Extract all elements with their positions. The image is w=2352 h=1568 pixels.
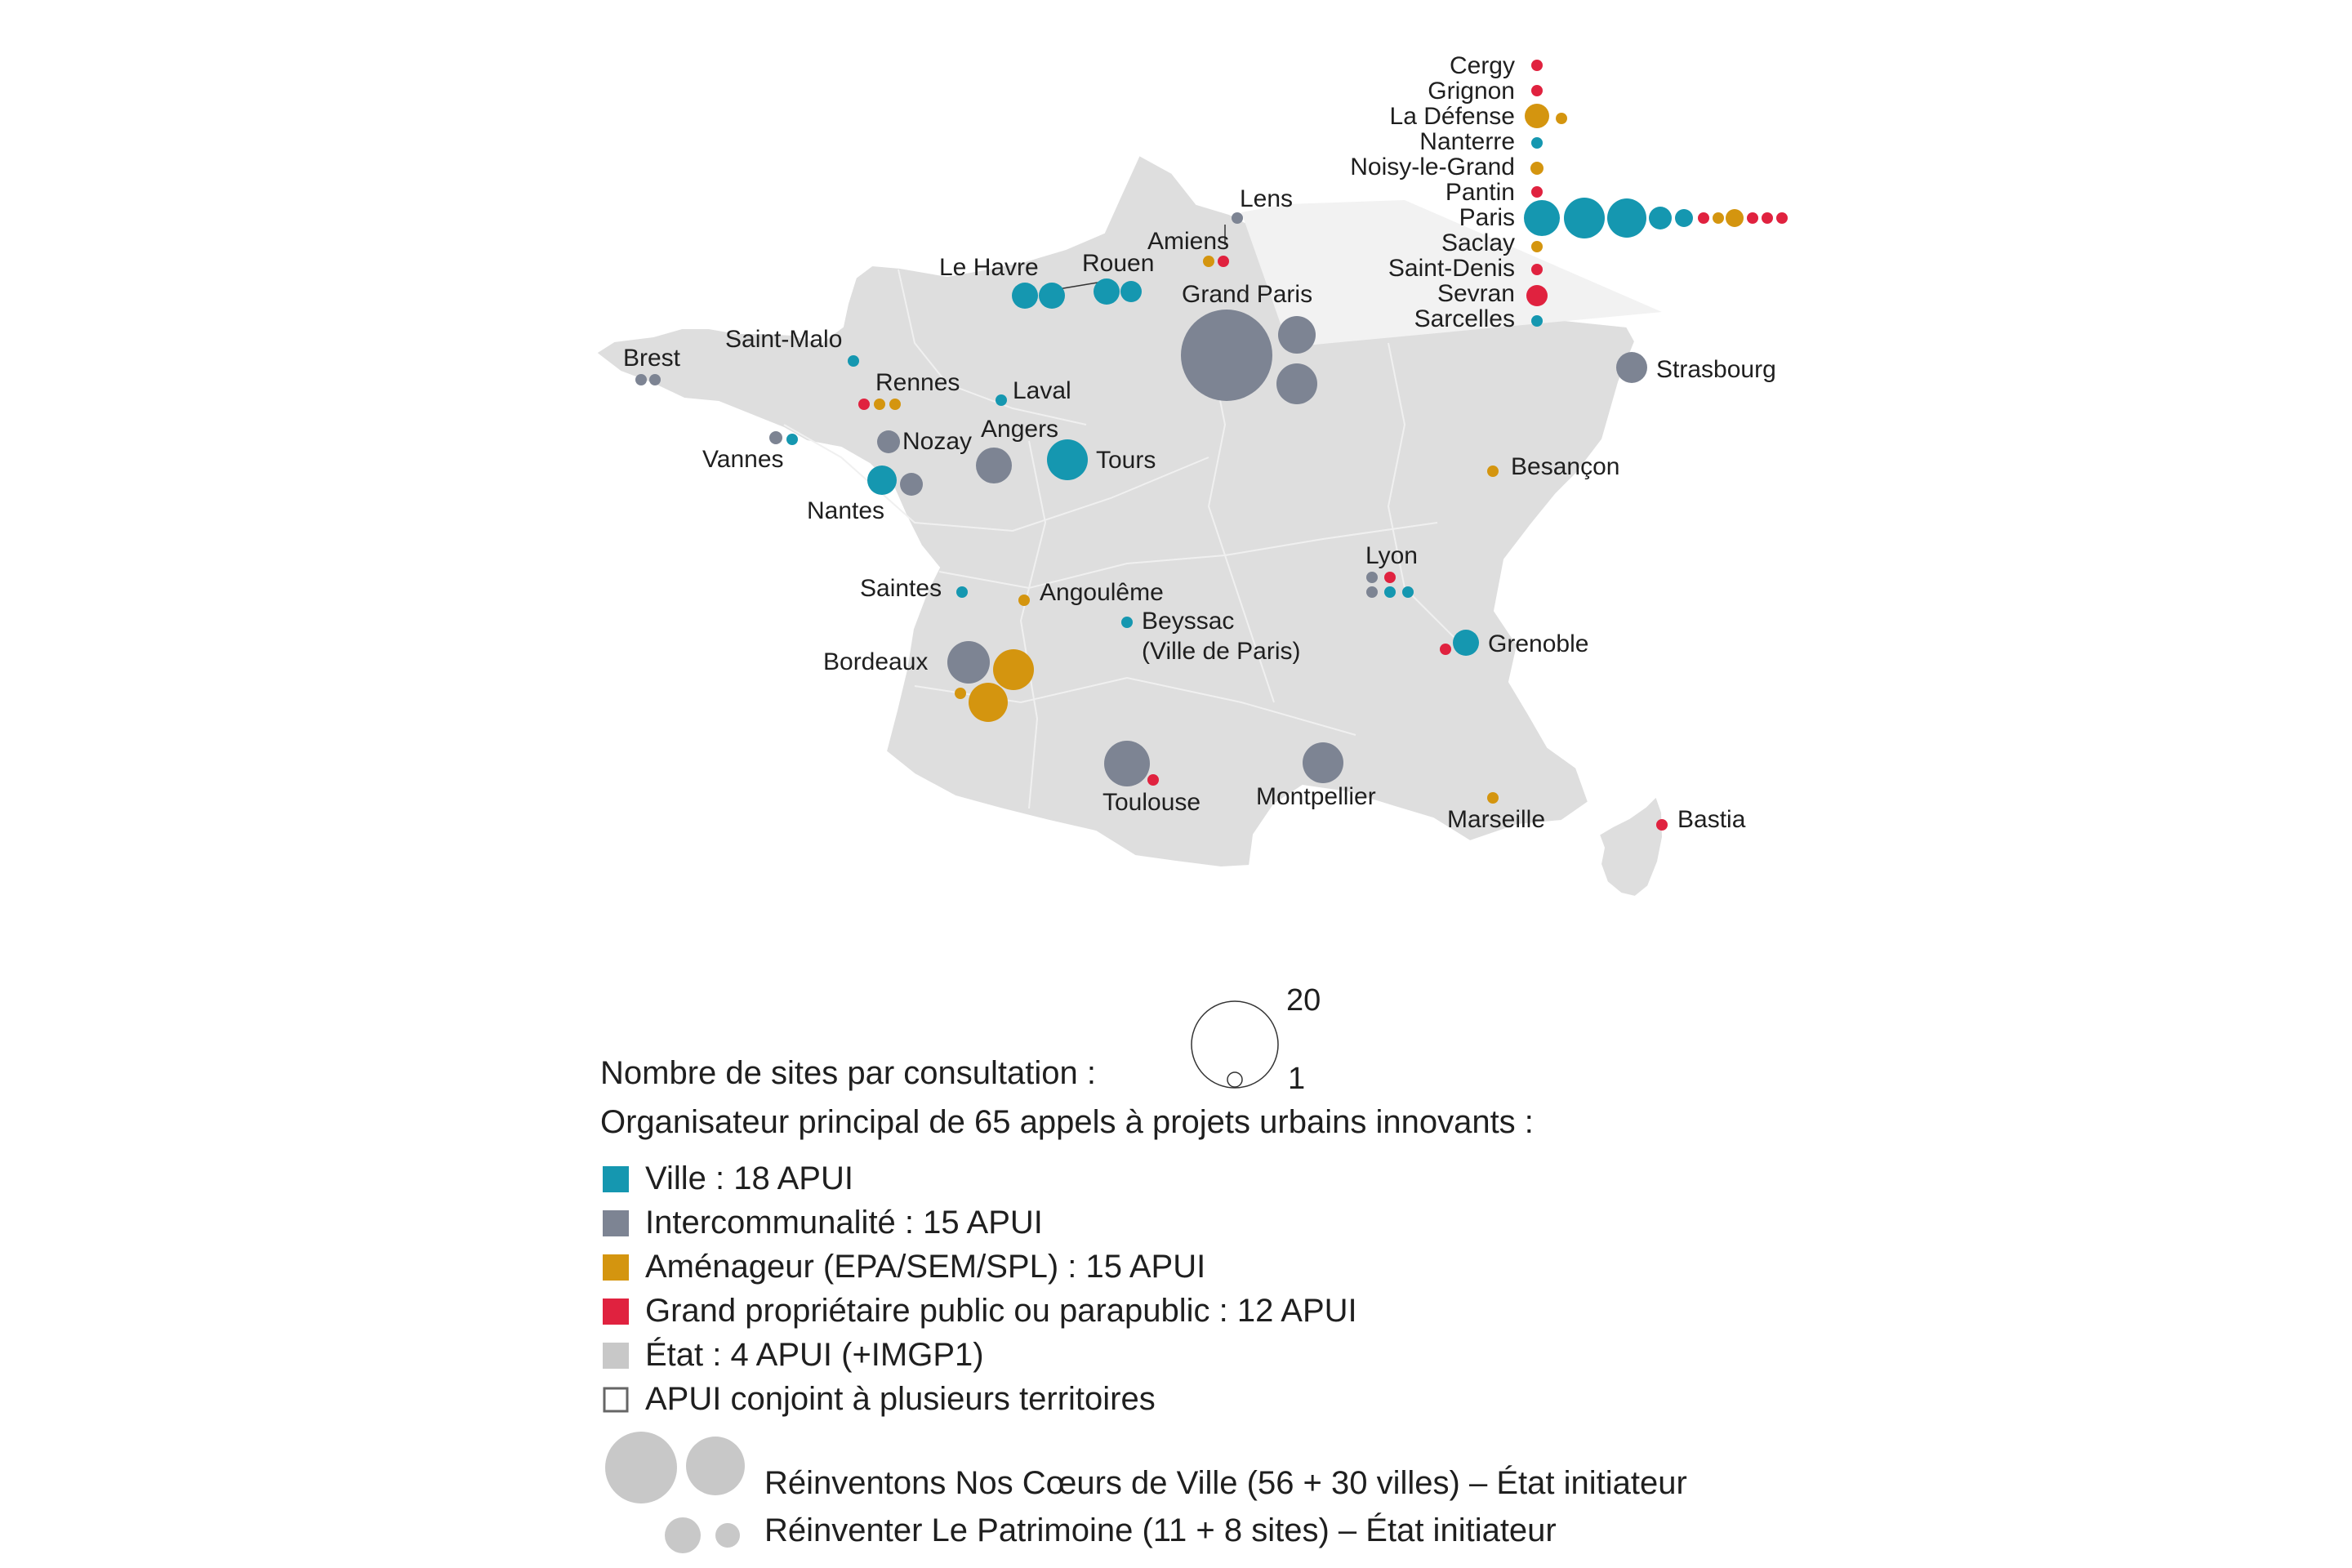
scale-label-min: 1 [1288,1062,1306,1096]
legend-program-coeurs-de-ville: Réinventons Nos Cœurs de Ville (56 + 30 villes) – État initiateur [764,1465,1687,1501]
grand-paris-marker-3[interactable] [1276,363,1317,404]
paris-marker-8[interactable] [1726,209,1744,227]
grenoble-marker-2[interactable] [1453,630,1479,656]
toulouse-marker-1[interactable] [1104,741,1150,786]
city-label-rennes: Rennes [875,369,960,396]
paris-label-saint-denis: Saint-Denis [1388,255,1515,282]
city-label-saintes: Saintes [860,575,942,602]
grenoble-marker-1[interactable] [1440,644,1451,655]
city-label-toulouse: Toulouse [1102,789,1201,816]
paris-marker-7[interactable] [1713,212,1724,224]
scale-circle-max [1192,1001,1278,1088]
legend-swatch-ville [603,1166,629,1192]
toulouse-marker-2[interactable] [1147,774,1159,786]
paris-label-sarcelles: Sarcelles [1414,305,1515,332]
legend-item-grand-proprietaire: Grand propriétaire public ou parapublic : 12 APUI [645,1293,1357,1329]
legend-swatch-amenageur [603,1254,629,1281]
city-label-nantes: Nantes [807,497,885,524]
city-label-besancon: Besançon [1511,453,1620,480]
paris-label-grignon: Grignon [1428,78,1515,105]
nanterre-marker[interactable] [1531,137,1543,149]
city-label-bastia: Bastia [1677,806,1746,833]
legend-program-circle-4 [715,1523,740,1548]
angers-marker[interactable] [976,448,1012,483]
saint-malo-marker[interactable] [848,355,859,367]
paris-label-nanterre: Nanterre [1419,128,1515,155]
angouleme-marker[interactable] [1018,595,1030,606]
legend-swatch-etat [603,1343,629,1369]
brest-marker-2[interactable] [649,374,661,385]
la-defense-marker-2[interactable] [1556,113,1567,124]
city-label-marseille: Marseille [1447,806,1546,833]
city-label-tours: Tours [1096,447,1156,474]
paris-marker-4[interactable] [1649,207,1672,229]
bordeaux-marker-3[interactable] [955,688,966,699]
legend-program-circle-2 [686,1437,745,1495]
paris-marker-2[interactable] [1564,198,1605,238]
city-label-grenoble: Grenoble [1488,630,1589,657]
saclay-marker[interactable] [1531,241,1543,252]
legend-program-circle-1 [605,1432,677,1503]
vannes-marker-1[interactable] [769,431,782,444]
rouen-marker-2[interactable] [1120,281,1142,302]
lyon-marker-2[interactable] [1384,572,1396,583]
lyon-marker-3[interactable] [1366,586,1378,598]
legend-item-intercommunalite: Intercommunalité : 15 APUI [645,1205,1043,1241]
le-havre-marker-1[interactable] [1012,283,1038,309]
lyon-marker-1[interactable] [1366,572,1378,583]
paris-label-sevran: Sevran [1437,280,1515,307]
paris-label-paris: Paris [1459,204,1515,231]
legend-swatch-grand-proprietaire [603,1298,629,1325]
legend-size-title: Nombre de sites par consultation : [600,1055,1096,1091]
pantin-marker[interactable] [1531,186,1543,198]
paris-label-pantin: Pantin [1445,179,1515,206]
paris-marker-1[interactable] [1524,200,1560,236]
city-label-vannes: Vannes [702,446,784,473]
lyon-marker-5[interactable] [1402,586,1414,598]
legend-organiser-title: Organisateur principal de 65 appels à projets urbains innovants : [600,1104,1534,1140]
city-label-angers: Angers [981,416,1059,443]
legend-program-circle-3 [665,1517,701,1553]
scale-label-max: 20 [1286,983,1321,1018]
city-label-lyon: Lyon [1365,542,1418,569]
marseille-marker[interactable] [1487,792,1499,804]
lyon-marker-4[interactable] [1384,586,1396,598]
city-label-montpellier: Montpellier [1256,783,1376,810]
legend-item-etat: État : 4 APUI (+IMGP1) [645,1337,984,1373]
city-label-amiens: Amiens [1147,228,1230,255]
paris-marker-10[interactable] [1762,212,1773,224]
paris-marker-6[interactable] [1698,212,1709,224]
rennes-marker-1[interactable] [858,399,870,410]
strasbourg-marker[interactable] [1616,352,1647,383]
city-label-brest: Brest [623,345,681,372]
le-havre-marker-2[interactable] [1039,283,1065,309]
paris-label-cergy: Cergy [1449,52,1515,79]
la-defense-marker-1[interactable] [1525,104,1549,128]
corsica [1599,796,1663,897]
lens-marker[interactable] [1232,212,1243,224]
sarcelles-marker[interactable] [1531,315,1543,327]
paris-marker-9[interactable] [1747,212,1758,224]
amiens-marker-1[interactable] [1203,256,1214,267]
legend-item-ville: Ville : 18 APUI [645,1160,853,1196]
nozay-marker[interactable] [877,430,900,453]
legend [600,1055,1687,1553]
legend-swatch-conjoint [604,1388,627,1411]
amiens-marker-2[interactable] [1218,256,1229,267]
paris-label-noisy-le-grand: Noisy-le-Grand [1350,154,1515,180]
legend-item-conjoint: APUI conjoint à plusieurs territoires [645,1381,1156,1417]
laval-marker[interactable] [996,394,1007,406]
city-label-angouleme: Angoulême [1040,579,1164,606]
city-label-strasbourg: Strasbourg [1656,356,1776,383]
city-label-nozay: Nozay [902,428,973,455]
paris-marker-11[interactable] [1776,212,1788,224]
saint-denis-marker[interactable] [1531,264,1543,275]
grand-paris-marker-large[interactable] [1181,310,1272,401]
paris-marker-5[interactable] [1675,209,1693,227]
bordeaux-marker-4[interactable] [969,683,1008,722]
bordeaux-marker-2[interactable] [993,649,1034,690]
paris-label-la-defense: La Défense [1389,103,1515,130]
cergy-marker[interactable] [1531,60,1543,71]
bordeaux-marker-1[interactable] [947,641,990,684]
city-label-beyssac: Beyssac [1142,608,1235,635]
nantes-marker-1[interactable] [867,466,897,495]
tours-marker[interactable] [1047,439,1088,480]
brest-marker-1[interactable] [635,374,647,385]
grand-paris-marker-2[interactable] [1278,316,1316,354]
rouen-marker-1[interactable] [1094,278,1120,305]
vannes-marker-2[interactable] [786,434,798,445]
legend-swatch-intercommunalite [603,1210,629,1236]
rennes-marker-3[interactable] [889,399,901,410]
nantes-marker-2[interactable] [900,473,923,496]
city-label-bordeaux: Bordeaux [823,648,929,675]
legend-program-patrimoine: Réinventer Le Patrimoine (11 + 8 sites) – État initiateur [764,1512,1557,1548]
city-label-rouen: Rouen [1082,250,1155,277]
size-scale [1192,983,1321,1096]
scale-circle-min [1227,1072,1242,1087]
grignon-marker[interactable] [1531,85,1543,96]
city-label-grand-paris: Grand Paris [1182,281,1313,308]
city-label-laval: Laval [1013,377,1071,404]
bastia-marker[interactable] [1656,819,1668,831]
city-label-le-havre: Le Havre [939,254,1039,281]
noisy-le-grand-marker[interactable] [1530,162,1544,175]
legend-item-amenageur: Aménageur (EPA/SEM/SPL) : 15 APUI [645,1249,1206,1285]
paris-label-saclay: Saclay [1441,229,1515,256]
rennes-marker-2[interactable] [874,399,885,410]
city-label-beyssac-sub: (Ville de Paris) [1142,638,1301,665]
beyssac-marker[interactable] [1121,617,1133,628]
sevran-marker[interactable] [1526,285,1548,306]
montpellier-marker[interactable] [1303,742,1343,783]
city-label-lens: Lens [1240,185,1294,212]
paris-marker-3[interactable] [1607,198,1646,238]
city-label-saint-malo: Saint-Malo [725,326,843,353]
saintes-marker[interactable] [956,586,968,598]
besancon-marker[interactable] [1487,466,1499,477]
